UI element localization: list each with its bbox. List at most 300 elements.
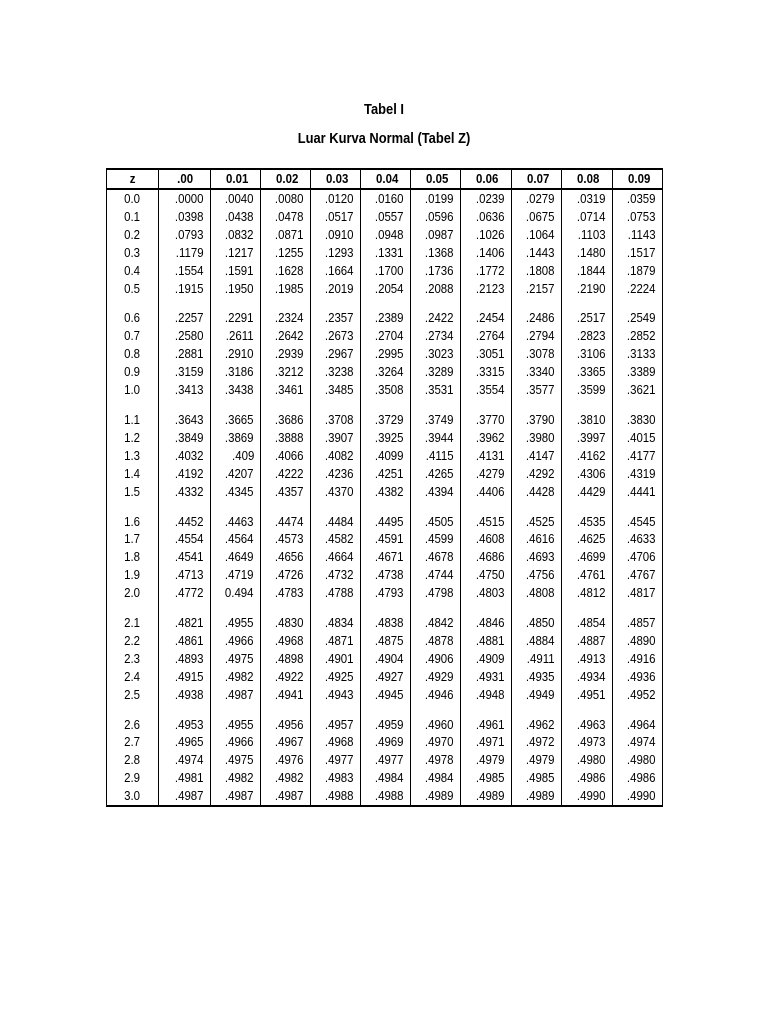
z-table — [106, 168, 663, 807]
probability-cell: .4131 — [461, 447, 512, 465]
probability-cell: .4973 — [562, 733, 613, 751]
probability-cell: .4966 — [211, 632, 261, 650]
probability-cell: .3962 — [461, 429, 512, 447]
probability-cell: .2549 — [613, 309, 663, 327]
probability-cell: .2995 — [361, 345, 411, 363]
probability-cell: .4115 — [411, 447, 461, 465]
z-value-cell: 1.8 — [107, 548, 159, 566]
probability-cell: .4955 — [211, 716, 261, 734]
z-value-cell: 1.1 — [107, 411, 159, 429]
probability-cell: .1026 — [461, 226, 512, 244]
table-row — [107, 483, 663, 501]
probability-cell: .3340 — [512, 363, 562, 381]
probability-cell: .4961 — [461, 716, 512, 734]
probability-cell: .0080 — [261, 189, 311, 208]
z-value-cell: 0.8 — [107, 345, 159, 363]
probability-cell: .4977 — [311, 751, 361, 769]
probability-cell: .4162 — [562, 447, 613, 465]
probability-cell: .2794 — [512, 327, 562, 345]
probability-cell: .1517 — [613, 244, 663, 262]
probability-cell: .1700 — [361, 262, 411, 280]
probability-cell: .4893 — [159, 650, 211, 668]
probability-cell: .4842 — [411, 614, 461, 632]
probability-cell: .0517 — [311, 208, 361, 226]
table-row — [107, 244, 663, 262]
probability-cell: .4909 — [461, 650, 512, 668]
probability-cell: .4821 — [159, 614, 211, 632]
column-header: 0.02 — [261, 169, 311, 189]
probability-cell: .3708 — [311, 411, 361, 429]
probability-cell: .2054 — [361, 280, 411, 298]
probability-cell: .4767 — [613, 566, 663, 584]
z-value-cell: 2.7 — [107, 733, 159, 751]
probability-cell: .3508 — [361, 381, 411, 399]
probability-cell: .1293 — [311, 244, 361, 262]
probability-cell: .3665 — [211, 411, 261, 429]
probability-cell: .0793 — [159, 226, 211, 244]
table-row — [107, 716, 663, 734]
probability-cell: .2190 — [562, 280, 613, 298]
probability-cell: .4887 — [562, 632, 613, 650]
probability-cell: .4989 — [461, 787, 512, 806]
table-row — [107, 208, 663, 226]
probability-cell: .4972 — [512, 733, 562, 751]
column-header-z: z — [107, 169, 159, 189]
column-header: .00 — [159, 169, 211, 189]
probability-cell: .2642 — [261, 327, 311, 345]
table-row — [107, 363, 663, 381]
probability-cell: .4927 — [361, 668, 411, 686]
probability-cell: .3997 — [562, 429, 613, 447]
probability-cell: .4099 — [361, 447, 411, 465]
probability-cell: .3729 — [361, 411, 411, 429]
probability-cell: .4082 — [311, 447, 361, 465]
z-value-cell: 2.8 — [107, 751, 159, 769]
probability-cell: .4976 — [261, 751, 311, 769]
probability-cell: .4990 — [562, 787, 613, 806]
z-value-cell: 2.6 — [107, 716, 159, 734]
z-value-cell: 2.1 — [107, 614, 159, 632]
column-header: 0.08 — [562, 169, 613, 189]
probability-cell: .2704 — [361, 327, 411, 345]
probability-cell: .4761 — [562, 566, 613, 584]
probability-cell: .1844 — [562, 262, 613, 280]
probability-cell: .4980 — [613, 751, 663, 769]
probability-cell: .4292 — [512, 465, 562, 483]
probability-cell: .1368 — [411, 244, 461, 262]
z-value-cell: 0.9 — [107, 363, 159, 381]
probability-cell: .4931 — [461, 668, 512, 686]
probability-cell: .4960 — [411, 716, 461, 734]
probability-cell: .0040 — [211, 189, 261, 208]
probability-cell: .2324 — [261, 309, 311, 327]
probability-cell: .3438 — [211, 381, 261, 399]
probability-cell: .2157 — [512, 280, 562, 298]
probability-cell: .0714 — [562, 208, 613, 226]
probability-cell: .4957 — [311, 716, 361, 734]
probability-cell: .4986 — [613, 769, 663, 787]
probability-cell: .4599 — [411, 530, 461, 548]
probability-cell: .4625 — [562, 530, 613, 548]
probability-cell: .3238 — [311, 363, 361, 381]
probability-cell: .4978 — [411, 751, 461, 769]
probability-cell: .1480 — [562, 244, 613, 262]
probability-cell: .4656 — [261, 548, 311, 566]
probability-cell: .4861 — [159, 632, 211, 650]
probability-cell: .2486 — [512, 309, 562, 327]
probability-cell: .3264 — [361, 363, 411, 381]
probability-cell: .4525 — [512, 513, 562, 531]
z-value-cell: 3.0 — [107, 787, 159, 806]
probability-cell: .2852 — [613, 327, 663, 345]
probability-cell: .4943 — [311, 686, 361, 704]
table-row — [107, 584, 663, 602]
probability-cell: .4985 — [461, 769, 512, 787]
probability-cell: .4772 — [159, 584, 211, 602]
table-row — [107, 465, 663, 483]
probability-cell: .4678 — [411, 548, 461, 566]
column-header: 0.06 — [461, 169, 512, 189]
probability-cell: .4251 — [361, 465, 411, 483]
table-row — [107, 632, 663, 650]
probability-cell: .4984 — [411, 769, 461, 787]
probability-cell: .2939 — [261, 345, 311, 363]
probability-cell: .3621 — [613, 381, 663, 399]
probability-cell: .4941 — [261, 686, 311, 704]
z-value-cell: 1.3 — [107, 447, 159, 465]
probability-cell: .4554 — [159, 530, 211, 548]
probability-cell: .3888 — [261, 429, 311, 447]
probability-cell: .4633 — [613, 530, 663, 548]
probability-cell: .4915 — [159, 668, 211, 686]
probability-cell: .4370 — [311, 483, 361, 501]
probability-cell: .2734 — [411, 327, 461, 345]
probability-cell: .3554 — [461, 381, 512, 399]
z-value-cell: 0.6 — [107, 309, 159, 327]
probability-cell: .4901 — [311, 650, 361, 668]
probability-cell: .2823 — [562, 327, 613, 345]
probability-cell: .0279 — [512, 189, 562, 208]
probability-cell: .4987 — [211, 686, 261, 704]
probability-cell: .0239 — [461, 189, 512, 208]
probability-cell: .4429 — [562, 483, 613, 501]
probability-cell: .4990 — [613, 787, 663, 806]
probability-cell: .4357 — [261, 483, 311, 501]
probability-cell: .3686 — [261, 411, 311, 429]
probability-cell: .4984 — [361, 769, 411, 787]
probability-cell: .1217 — [211, 244, 261, 262]
group-spacer — [107, 501, 663, 513]
probability-cell: .2673 — [311, 327, 361, 345]
z-value-cell: 2.9 — [107, 769, 159, 787]
probability-cell: .4946 — [411, 686, 461, 704]
table-row — [107, 345, 663, 363]
probability-cell: .3599 — [562, 381, 613, 399]
z-value-cell: 1.4 — [107, 465, 159, 483]
probability-cell: .4974 — [159, 751, 211, 769]
probability-cell: .4971 — [461, 733, 512, 751]
probability-cell: .4693 — [512, 548, 562, 566]
probability-cell: .4938 — [159, 686, 211, 704]
probability-cell: .4452 — [159, 513, 211, 531]
probability-cell: .4982 — [211, 668, 261, 686]
probability-cell: .2517 — [562, 309, 613, 327]
table-row — [107, 614, 663, 632]
z-value-cell: 1.2 — [107, 429, 159, 447]
probability-cell: .0636 — [461, 208, 512, 226]
z-value-cell: 2.4 — [107, 668, 159, 686]
probability-cell: .4962 — [512, 716, 562, 734]
probability-cell: .1879 — [613, 262, 663, 280]
probability-cell: .4830 — [261, 614, 311, 632]
probability-cell: .4956 — [261, 716, 311, 734]
table-row — [107, 226, 663, 244]
probability-cell: .4964 — [613, 716, 663, 734]
probability-cell: .1628 — [261, 262, 311, 280]
probability-cell: .3980 — [512, 429, 562, 447]
probability-cell: .4744 — [411, 566, 461, 584]
probability-cell: .3531 — [411, 381, 461, 399]
probability-cell: .4265 — [411, 465, 461, 483]
z-value-cell: 2.3 — [107, 650, 159, 668]
z-value-cell: 0.2 — [107, 226, 159, 244]
probability-cell: .4981 — [159, 769, 211, 787]
probability-cell: .1808 — [512, 262, 562, 280]
z-value-cell: 1.5 — [107, 483, 159, 501]
probability-cell: .0199 — [411, 189, 461, 208]
probability-cell: .2422 — [411, 309, 461, 327]
probability-cell: .4890 — [613, 632, 663, 650]
probability-cell: .4713 — [159, 566, 211, 584]
table-row — [107, 686, 663, 704]
page-subtitle: Luar Kurva Normal (Tabel Z) — [297, 130, 471, 147]
probability-cell: .0675 — [512, 208, 562, 226]
probability-cell: .409 — [211, 447, 261, 465]
probability-cell: .4535 — [562, 513, 613, 531]
probability-cell: .4850 — [512, 614, 562, 632]
table-row — [107, 733, 663, 751]
probability-cell: .3944 — [411, 429, 461, 447]
probability-cell: .4922 — [261, 668, 311, 686]
probability-cell: .4582 — [311, 530, 361, 548]
probability-cell: .2764 — [461, 327, 512, 345]
probability-cell: .4015 — [613, 429, 663, 447]
probability-cell: .1915 — [159, 280, 211, 298]
probability-cell: .4032 — [159, 447, 211, 465]
probability-cell: .3461 — [261, 381, 311, 399]
column-header: 0.04 — [361, 169, 411, 189]
probability-cell: .1143 — [613, 226, 663, 244]
probability-cell: .0438 — [211, 208, 261, 226]
probability-cell: .1591 — [211, 262, 261, 280]
probability-cell: .2910 — [211, 345, 261, 363]
probability-cell: .0359 — [613, 189, 663, 208]
probability-cell: .2611 — [211, 327, 261, 345]
probability-cell: .3577 — [512, 381, 562, 399]
probability-cell: .3790 — [512, 411, 562, 429]
probability-cell: .4878 — [411, 632, 461, 650]
probability-cell: .4987 — [261, 787, 311, 806]
probability-cell: .4948 — [461, 686, 512, 704]
probability-cell: .4913 — [562, 650, 613, 668]
probability-cell: .4968 — [261, 632, 311, 650]
probability-cell: .4951 — [562, 686, 613, 704]
table-row — [107, 769, 663, 787]
probability-cell: .4495 — [361, 513, 411, 531]
probability-cell: .3106 — [562, 345, 613, 363]
probability-cell: .4966 — [211, 733, 261, 751]
probability-cell: .4817 — [613, 584, 663, 602]
probability-cell: .1664 — [311, 262, 361, 280]
probability-cell: .4898 — [261, 650, 311, 668]
probability-cell: .0557 — [361, 208, 411, 226]
probability-cell: .4394 — [411, 483, 461, 501]
probability-cell: .3159 — [159, 363, 211, 381]
probability-cell: .4706 — [613, 548, 663, 566]
probability-cell: .4871 — [311, 632, 361, 650]
probability-cell: .4719 — [211, 566, 261, 584]
probability-cell: .4505 — [411, 513, 461, 531]
probability-cell: .2123 — [461, 280, 512, 298]
probability-cell: .2224 — [613, 280, 663, 298]
probability-cell: .1985 — [261, 280, 311, 298]
probability-cell: .3078 — [512, 345, 562, 363]
probability-cell: .3810 — [562, 411, 613, 429]
probability-cell: .4732 — [311, 566, 361, 584]
probability-cell: .4616 — [512, 530, 562, 548]
table-row — [107, 668, 663, 686]
probability-cell: .4484 — [311, 513, 361, 531]
probability-cell: .4279 — [461, 465, 512, 483]
probability-cell: .4699 — [562, 548, 613, 566]
probability-cell: .3849 — [159, 429, 211, 447]
probability-cell: .4965 — [159, 733, 211, 751]
probability-cell: .4750 — [461, 566, 512, 584]
z-value-cell: 0.3 — [107, 244, 159, 262]
probability-cell: .4953 — [159, 716, 211, 734]
probability-cell: .4686 — [461, 548, 512, 566]
probability-cell: .0987 — [411, 226, 461, 244]
probability-cell: .4983 — [311, 769, 361, 787]
probability-cell: .3365 — [562, 363, 613, 381]
table-row — [107, 309, 663, 327]
probability-cell: .3389 — [613, 363, 663, 381]
probability-cell: .4955 — [211, 614, 261, 632]
probability-cell: .3315 — [461, 363, 512, 381]
probability-cell: .4441 — [613, 483, 663, 501]
probability-cell: .4970 — [411, 733, 461, 751]
probability-cell: .3770 — [461, 411, 512, 429]
probability-cell: 0.494 — [211, 584, 261, 602]
probability-cell: .4515 — [461, 513, 512, 531]
probability-cell: .4846 — [461, 614, 512, 632]
probability-cell: .4884 — [512, 632, 562, 650]
table-body — [107, 189, 663, 806]
probability-cell: .4959 — [361, 716, 411, 734]
z-value-cell: 1.6 — [107, 513, 159, 531]
probability-cell: .4916 — [613, 650, 663, 668]
z-value-cell: 2.2 — [107, 632, 159, 650]
probability-cell: .4332 — [159, 483, 211, 501]
probability-cell: .4952 — [613, 686, 663, 704]
probability-cell: .1255 — [261, 244, 311, 262]
probability-cell: .4783 — [261, 584, 311, 602]
probability-cell: .0910 — [311, 226, 361, 244]
probability-cell: .0596 — [411, 208, 461, 226]
probability-cell: .0832 — [211, 226, 261, 244]
probability-cell: .3869 — [211, 429, 261, 447]
z-value-cell: 0.1 — [107, 208, 159, 226]
probability-cell: .4177 — [613, 447, 663, 465]
z-value-cell: 1.9 — [107, 566, 159, 584]
probability-cell: .2967 — [311, 345, 361, 363]
probability-cell: .4236 — [311, 465, 361, 483]
probability-cell: .2881 — [159, 345, 211, 363]
table-row — [107, 262, 663, 280]
probability-cell: .4726 — [261, 566, 311, 584]
table-row — [107, 429, 663, 447]
probability-cell: .4982 — [211, 769, 261, 787]
probability-cell: .4989 — [411, 787, 461, 806]
probability-cell: .4967 — [261, 733, 311, 751]
probability-cell: .2291 — [211, 309, 261, 327]
probability-cell: .4906 — [411, 650, 461, 668]
probability-cell: .4564 — [211, 530, 261, 548]
probability-cell: .3212 — [261, 363, 311, 381]
probability-cell: .2454 — [461, 309, 512, 327]
probability-cell: .4608 — [461, 530, 512, 548]
z-value-cell: 2.5 — [107, 686, 159, 704]
probability-cell: .4664 — [311, 548, 361, 566]
probability-cell: .2357 — [311, 309, 361, 327]
probability-cell: .3133 — [613, 345, 663, 363]
probability-cell: .4793 — [361, 584, 411, 602]
probability-cell: .4989 — [512, 787, 562, 806]
probability-cell: .0948 — [361, 226, 411, 244]
probability-cell: .1406 — [461, 244, 512, 262]
probability-cell: .3413 — [159, 381, 211, 399]
probability-cell: .0478 — [261, 208, 311, 226]
probability-cell: .4985 — [512, 769, 562, 787]
group-spacer — [107, 399, 663, 411]
probability-cell: .4428 — [512, 483, 562, 501]
probability-cell: .0120 — [311, 189, 361, 208]
probability-cell: .4945 — [361, 686, 411, 704]
probability-cell: .2257 — [159, 309, 211, 327]
probability-cell: .1179 — [159, 244, 211, 262]
z-value-cell: 0.5 — [107, 280, 159, 298]
probability-cell: .4406 — [461, 483, 512, 501]
probability-cell: .0398 — [159, 208, 211, 226]
probability-cell: .1950 — [211, 280, 261, 298]
probability-cell: .1443 — [512, 244, 562, 262]
probability-cell: .4319 — [613, 465, 663, 483]
probability-cell: .3643 — [159, 411, 211, 429]
probability-cell: .3907 — [311, 429, 361, 447]
probability-cell: .4934 — [562, 668, 613, 686]
table-row — [107, 189, 663, 208]
probability-cell: .3051 — [461, 345, 512, 363]
probability-cell: .4573 — [261, 530, 311, 548]
probability-cell: .4222 — [261, 465, 311, 483]
z-value-cell: 2.0 — [107, 584, 159, 602]
probability-cell: .4649 — [211, 548, 261, 566]
probability-cell: .4963 — [562, 716, 613, 734]
table-row — [107, 447, 663, 465]
probability-cell: .4904 — [361, 650, 411, 668]
table-row — [107, 751, 663, 769]
probability-cell: .1772 — [461, 262, 512, 280]
